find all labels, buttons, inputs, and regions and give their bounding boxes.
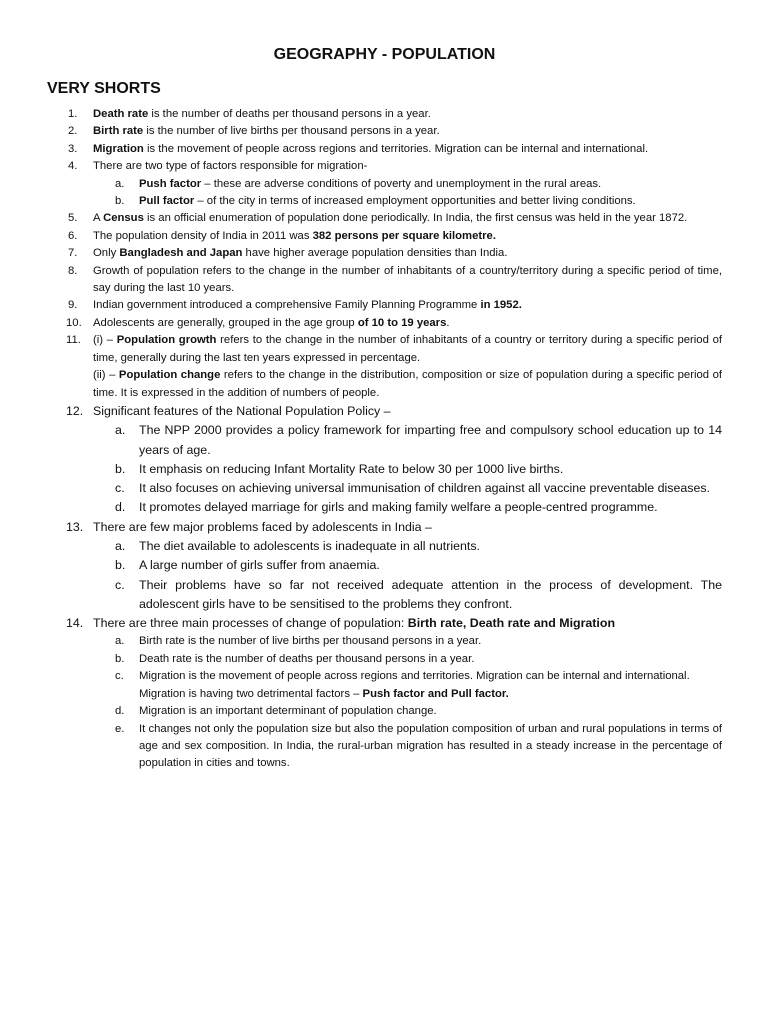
term: Population change: [118, 369, 221, 382]
sub-text: Death rate is the number of deaths per thousand persons in a year.: [139, 652, 475, 665]
sub-letter: b.: [115, 558, 126, 573]
term: Bangladesh and Japan: [119, 247, 243, 260]
sub-letter: a.: [115, 538, 126, 553]
sub-text: Migration is the movement of people across regions and territories. Migration can be internal and international.: [139, 670, 690, 683]
sub-item: [93, 703, 722, 720]
sub-list: [93, 633, 722, 772]
item-number: 2.: [68, 125, 78, 138]
item-number: 8.: [68, 264, 78, 277]
item-text: is the number of deaths per thousand persons in a year.: [148, 108, 431, 120]
item-text: Growth of population refers to the change in the number of inhabitants of a country/territory during a specific period of time, say during the last 10 years.: [93, 264, 722, 295]
sub-letter: b.: [115, 461, 126, 476]
item-text: Significant features of the National Population Policy –: [93, 403, 391, 418]
sub-item: [93, 193, 722, 210]
sub-item: [93, 576, 722, 615]
sub-item: [93, 668, 722, 703]
sub-item: [93, 479, 722, 498]
sub-extra: [139, 686, 722, 703]
sub-text: It emphasis on reducing Infant Mortality Rate to below 30 per 1000 live births.: [139, 461, 564, 476]
sub-letter: a.: [115, 635, 125, 648]
item-text: There are two type of factors responsible for migration-: [93, 160, 368, 173]
list-item-2: [47, 123, 722, 140]
item-text-lead: Adolescents are generally, grouped in the age group: [93, 316, 358, 329]
paragraph-ii: [93, 367, 722, 402]
sub-text: A large number of girls suffer from anaemia.: [139, 558, 380, 573]
list-item-11: [47, 332, 722, 402]
question-list: [47, 106, 722, 773]
sub-item: [93, 537, 722, 556]
list-item-3: [47, 141, 722, 158]
sub-text: – these are adverse conditions of poverty and unemployment in the rural areas.: [201, 177, 602, 190]
item-text: is the movement of people across regions and territories. Migration can be internal and international.: [143, 142, 649, 155]
sub-letter: c.: [115, 481, 125, 496]
sub-extra-text: Migration is having two detrimental factors –: [139, 687, 363, 700]
item-text-lead: Only: [93, 247, 120, 260]
list-item-8: [47, 263, 722, 298]
item-number: 4.: [68, 160, 78, 173]
sub-letter: a.: [115, 423, 126, 438]
sub-letter: c.: [115, 670, 124, 683]
item-number: 14.: [66, 616, 84, 631]
sub-text: It also focuses on achieving universal immunisation of children against all vaccine preventable diseases.: [139, 481, 710, 496]
list-item-13: [47, 518, 722, 614]
term: Birth rate: [93, 125, 144, 138]
list-item-10: [47, 315, 722, 332]
term: Pull factor: [139, 195, 195, 208]
sub-text: – of the city in terms of increased employment opportunities and better living conditions.: [194, 195, 636, 208]
sub-list: [93, 537, 722, 614]
list-item-7: [47, 245, 722, 262]
sub-text: It promotes delayed marriage for girls and making family welfare a people-centred programme.: [139, 500, 658, 515]
item-text: There are few major problems faced by adolescents in India –: [93, 519, 432, 534]
sub-letter: e.: [115, 722, 125, 735]
list-item-12: [47, 402, 722, 518]
item-text: is an official enumeration of population done periodically. In India, the first census was held in the year 1872.: [143, 212, 688, 225]
page-title: GEOGRAPHY - POPULATION: [273, 46, 496, 63]
sub-item: [93, 556, 722, 575]
item-number: 5.: [68, 212, 78, 225]
list-item-4: [47, 158, 722, 210]
sub-letter: b.: [115, 652, 125, 665]
term: Push factor and Pull factor.: [362, 687, 509, 700]
term: Push factor: [139, 177, 202, 190]
item-number: 7.: [68, 247, 78, 260]
item-number: 11.: [66, 334, 81, 347]
sub-item: [93, 460, 722, 479]
term: Census: [103, 212, 144, 225]
item-number: 12.: [66, 403, 84, 418]
sub-item: [93, 498, 722, 517]
item-number: 13.: [66, 519, 84, 534]
sub-list: [93, 176, 722, 211]
sub-text: Birth rate is the number of live births per thousand persons in a year.: [139, 635, 482, 648]
list-item-5: [47, 210, 722, 227]
sub-item: [93, 721, 722, 773]
list-item-14: [47, 614, 722, 773]
list-item-9: [47, 297, 722, 314]
sub-text: The diet available to adolescents is inadequate in all nutrients.: [139, 538, 480, 553]
sub-letter: b.: [115, 195, 125, 208]
sub-text: Their problems have so far not received adequate attention in the process of development. The adolescent girls have to be sensitised to the problems they confront.: [139, 577, 722, 611]
sub-item: [93, 421, 722, 460]
list-item-6: [47, 228, 722, 245]
sub-item: [93, 176, 722, 193]
item-number: 6.: [68, 229, 78, 242]
section-heading: VERY SHORTS: [47, 80, 161, 97]
sub-letter: d.: [115, 500, 126, 515]
term: Birth rate, Death rate and Migration: [407, 616, 616, 631]
item-number: 10.: [66, 316, 82, 329]
item-number: 3.: [68, 142, 78, 155]
sub-letter: c.: [115, 577, 125, 592]
item-number: 1.: [68, 108, 78, 120]
sub-list: [93, 421, 722, 517]
paragraph-i: [93, 332, 722, 367]
term: Population growth: [116, 334, 217, 347]
term: Migration: [93, 142, 144, 155]
item-text: is the number of live births per thousand persons in a year.: [143, 125, 440, 138]
para-marker: (ii) –: [93, 369, 119, 382]
item-text: .: [446, 316, 450, 329]
term: Death rate: [93, 108, 149, 120]
item-text-lead: There are three main processes of change of population:: [93, 616, 408, 631]
term: in 1952.: [480, 299, 522, 312]
sub-text: Migration is an important determinant of population change.: [139, 705, 437, 718]
item-text-lead: Indian government introduced a comprehensive Family Planning Programme: [93, 299, 481, 312]
item-number: 9.: [68, 299, 78, 312]
item-text-lead: A: [93, 212, 104, 225]
sub-letter: d.: [115, 705, 125, 718]
item-text: have higher average population densities than India.: [242, 247, 508, 260]
para-text: refers to the change in the number of inhabitants of a country or territory during a specific period of time, generally during the last ten years expressed in percentage.: [93, 334, 722, 364]
list-item-1: [47, 106, 722, 123]
item-text-lead: The population density of India in 2011 was: [93, 229, 313, 242]
sub-text: The NPP 2000 provides a policy framework for imparting free and compulsory school education up to 14 years of age.: [139, 423, 722, 457]
sub-text: It changes not only the population size but also the population composition of urban and rural populations in terms of age and sex composition. In India, the rural-urban migration has resulted in a steady increase in the percentage of population in cities and towns.: [139, 722, 722, 770]
term: of 10 to 19 years: [357, 316, 447, 329]
para-text: refers to the change in the distribution, composition or size of population during a specific period of time. It is expressed in the addition of numbers of people.: [93, 369, 722, 399]
sub-letter: a.: [115, 177, 125, 190]
sub-item: [93, 633, 722, 650]
para-marker: (i) –: [93, 334, 117, 347]
term: 382 persons per square kilometre.: [312, 229, 496, 242]
sub-item: [93, 651, 722, 668]
